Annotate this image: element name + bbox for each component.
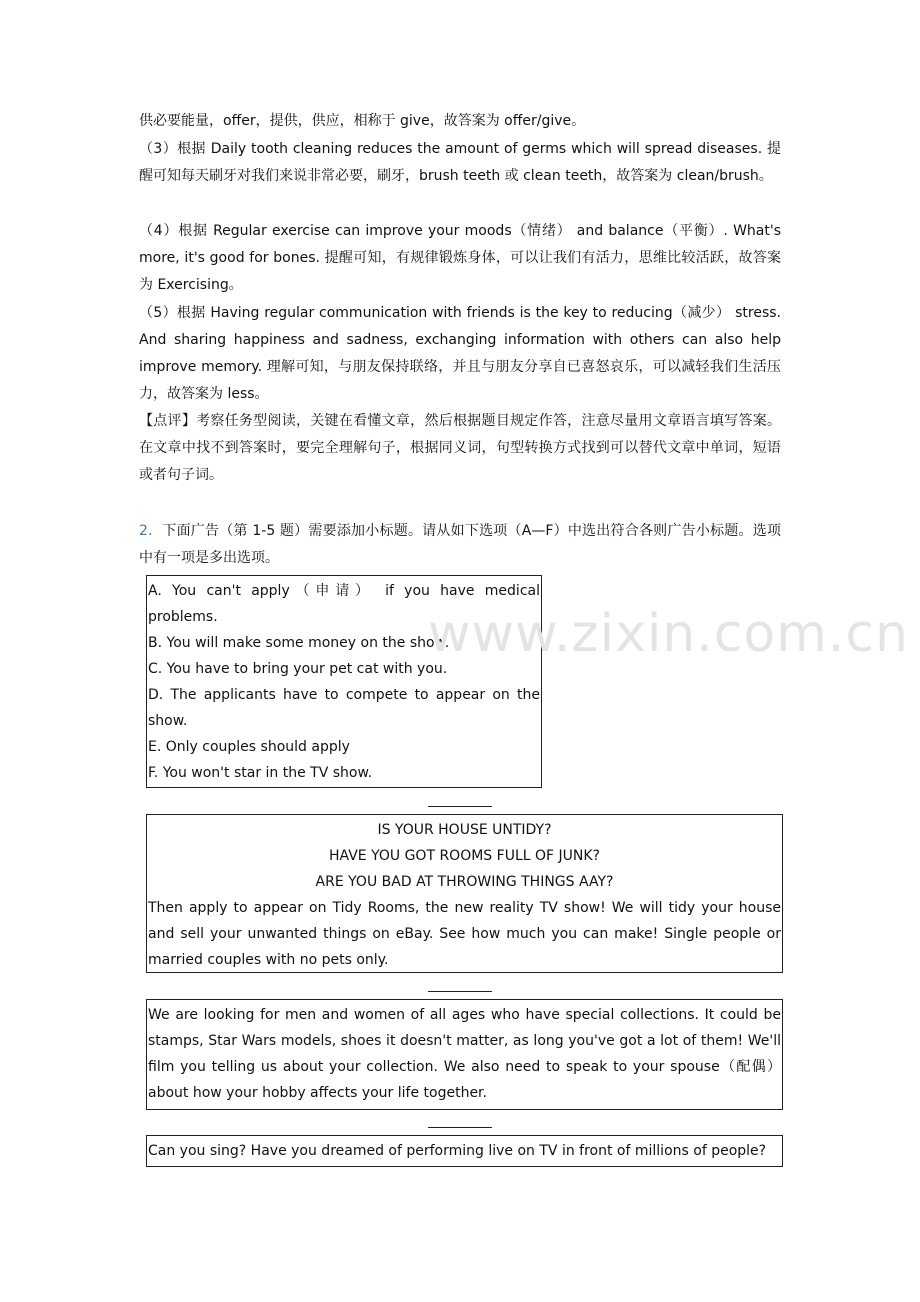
ad-box-1 xyxy=(146,814,783,973)
option-b: B. You will make some money on the show. xyxy=(148,635,450,651)
option-c: C. You have to bring your pet cat with you. xyxy=(148,661,448,677)
ad-box-3 xyxy=(146,1135,783,1167)
question-text: 下面广告（第 1-5 题）需要添加小标题。请从如下选项（A—F）中选出符合各则广告小标题。选项中有一项是多出选项。 xyxy=(139,523,781,566)
answer-note-4: （4）根据 Regular exercise can improve your moods（情绪） and balance（平衡）. What's more, it's good for bones. 提醒可知，有规律锻炼身体，可以让我们有活力，思维比较活跃，故答案为 Exercising。 xyxy=(139,223,781,293)
option-a: A. You can't apply（申请） if you have medical problems. xyxy=(148,583,540,625)
comment-paragraph: 【点评】考察任务型阅读，关键在看懂文章，然后根据题目规定作答，注意尽量用文章语言填写答案。在文章中找不到答案时，要完全理解句子，根据同义词，句型转换方式找到可以替代文章中单词，短语或者句子词。 xyxy=(139,413,781,483)
option-d: D. The applicants have to compete to appear on the show. xyxy=(148,687,540,729)
ad-1-body: Then apply to appear on Tidy Rooms, the new reality TV show! We will tidy your house and sell your unwanted things on eBay. See how much you can make! Single people or married couples with no pets only. xyxy=(148,900,781,968)
answer-blank-1[interactable] xyxy=(428,806,492,807)
answer-note-offer: 供必要能量，offer，提供，供应，相称于 give，故答案为 offer/give。 xyxy=(139,113,586,129)
ad-box-2 xyxy=(146,999,783,1110)
ad-2-body: We are looking for men and women of all ages who have special collections. It could be stamps, Star Wars models, shoes it doesn't matter, as long you've got a lot of them! We'll film you telling us about your collection. We also need to speak to your spouse（配偶）about how your hobby affects your life together. xyxy=(148,1007,781,1101)
option-f: F. You won't star in the TV show. xyxy=(148,765,373,781)
option-e: E. Only couples should apply xyxy=(148,739,350,755)
question-number: 2． xyxy=(139,523,163,539)
question-2-prompt xyxy=(139,518,781,572)
answer-blank-2[interactable] xyxy=(428,991,492,992)
watermark: www.zixin.com.cn xyxy=(428,604,909,664)
options-box xyxy=(146,575,542,788)
answer-blank-3[interactable] xyxy=(428,1127,492,1128)
ad-1-headline-1: IS YOUR HOUSE UNTIDY? xyxy=(377,822,552,838)
answer-note-5: （5）根据 Having regular communication with friends is the key to reducing（减少） stress. And sharing happiness and sadness, exchanging information with others can also help improve memory. 理解可知，与朋友保持联络，并且与朋友分享自已喜怒哀乐，可以减轻我们生活压力，故答案为 less。 xyxy=(139,305,781,402)
ad-1-headline-2: HAVE YOU GOT ROOMS FULL OF JUNK? xyxy=(329,848,600,864)
answer-note-3: （3）根据 Daily tooth cleaning reduces the amount of germs which will spread diseases. 提醒可知每天刷牙对我们来说非常必要，刷牙，brush teeth 或 clean teeth，故答案为 clean/brush。 xyxy=(139,141,781,184)
ad-3-body: Can you sing? Have you dreamed of performing live on TV in front of millions of people? xyxy=(148,1143,767,1159)
ad-1-headline-3: ARE YOU BAD AT THROWING THINGS AAY? xyxy=(315,874,614,890)
